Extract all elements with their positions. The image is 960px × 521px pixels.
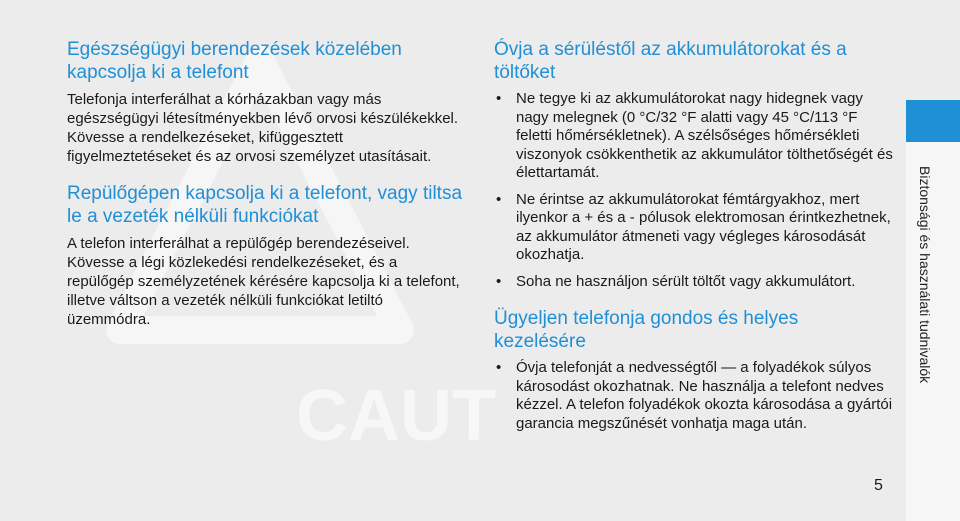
section-title: Óvja a sérüléstől az akkumulátorokat és a töltőket (494, 39, 847, 83)
right-column (494, 38, 894, 449)
chapter-tab (906, 100, 960, 142)
chapter-label: Biztonsági és használati tudnivalók (917, 166, 933, 384)
watermark-text: CAUT (296, 376, 496, 456)
aircraft-section (67, 182, 467, 329)
list-item: • Soha ne használjon sérült töltőt vagy akkumulátort. (494, 273, 894, 292)
section-title: Ügyeljen telefonja gondos és helyes kezelésére (494, 308, 799, 352)
list-item: • Ne érintse az akkumulátorokat fémtárgyakhoz, mert ilyenkor a + és a - pólusok elektromosan érintkezhetnek, az akkumulátor átmeneti vagy végleges károsodását okozhatja. (494, 191, 894, 265)
list-item: • Óvja telefonját a nedvességtől — a folyadékok súlyos károsodást okozhatnak. Ne használja a telefont nedves kézzel. A telefon folyadékok okozta károsodása a gyártói garancia megszűnését vonhatja maga után. (494, 359, 894, 433)
section-body: A telefon interferálhat a repülőgép berendezéseivel. Kövesse a légi közlekedési rendelkezéseket, és a repülőgép személyzetének kérésére kapcsolja ki a telefont, illetve váltson a vezeték nélküli funkciókat letiltó üzemmódra. (67, 235, 460, 328)
bullet-list (494, 90, 894, 291)
section-title: Egészségügyi berendezések közelében kapcsolja ki a telefont (67, 39, 402, 83)
left-column (67, 38, 467, 345)
battery-section (494, 38, 894, 291)
section-body: Telefonja interferálhat a kórházakban vagy más egészségügyi létesítményekben lévő orvosi készülékekkel. Kövesse a rendelkezéseket, kifüggesztett figyelmeztetéseket és az orvosi személyzet utasításait. (67, 91, 459, 165)
handling-section (494, 307, 894, 433)
page-number: 5 (874, 477, 883, 494)
section-title: Repülőgépen kapcsolja ki a telefont, vagy tiltsa le a vezeték nélküli funkciókat (67, 183, 463, 227)
bullet-list (494, 359, 894, 433)
list-item: • Ne tegye ki az akkumulátorokat nagy hidegnek vagy nagy melegnek (0 °C/32 °F alatti vagy 45 °C/113 °F feletti hőmérsékletnek). A szélsőséges hőmérsékleti viszonyok csökkenthetik az akkumulátor tölthetőségét és élettartamát. (494, 90, 894, 183)
medical-section (67, 38, 467, 166)
chapter-strip (906, 142, 960, 521)
